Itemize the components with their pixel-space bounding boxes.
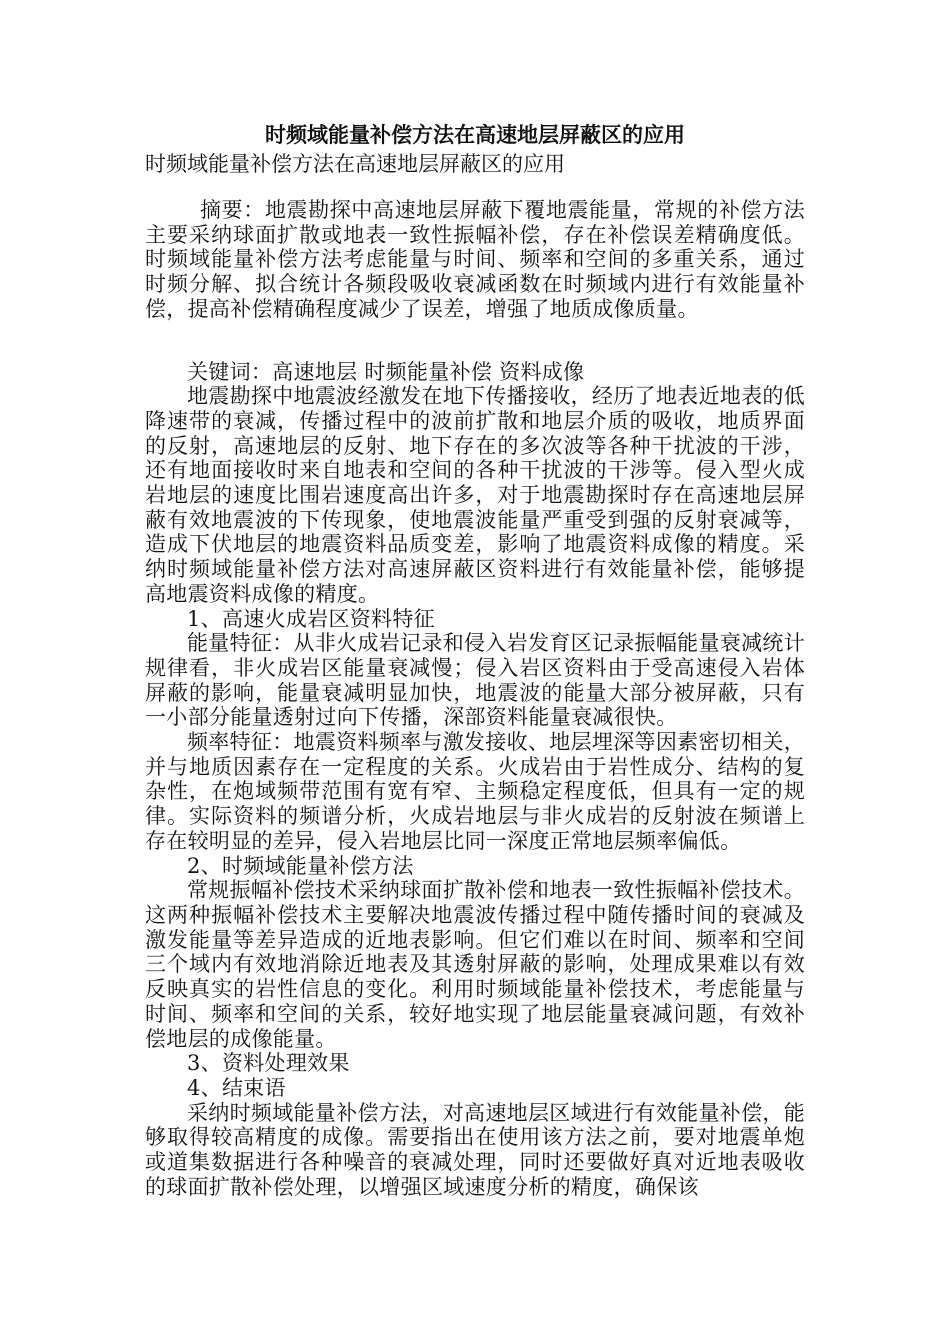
section-heading: 3、资料处理效果 bbox=[187, 1051, 350, 1076]
body-paragraph: 采纳时频域能量补偿方法，对高速地层区域进行有效能量补偿，能够取得较高精度的成像。需要指出在使用该方法之前，要对地震单炮或道集数据进行各种噪音的衰减处理，同时还要做好真对近地表吸收的球面扩散补偿处理，以增强区域速度分析的精度，确保该 bbox=[145, 1100, 805, 1199]
section-heading: 1、高速火成岩区资料特征 bbox=[187, 606, 435, 631]
body-paragraph: 常规振幅补偿技术采纳球面扩散补偿和地表一致性振幅补偿技术。这两种振幅补偿技术主要解决地震波传播过程中随传播时间的衰减及激发能量等差异造成的近地表影响。但它们难以在时间、频率和空间三个域内有效地消除近地表及其透射屏蔽的影响，处理成果难以有效反映真实的岩性信息的变化。利用时频域能量补偿技术，考虑能量与时间、频率和空间的关系，较好地实现了地层能量衰减问题，有效补偿地层的成像能量。 bbox=[145, 878, 805, 1051]
keywords-line: 关键词：高速地层 时频能量补偿 资料成像 bbox=[187, 359, 585, 384]
body-paragraph: 能量特征：从非火成岩记录和侵入岩发育区记录振幅能量衰减统计规律看，非火成岩区能量衰减慢；侵入岩区资料由于受高速侵入岩体屏蔽的影响，能量衰减明显加快，地震波的能量大部分被屏蔽，只有一小部分能量透射过向下传播，深部资料能量衰减很快。 bbox=[145, 631, 805, 730]
document-body bbox=[145, 198, 805, 1199]
abstract-paragraph: 摘要：地震勘探中高速地层屏蔽下覆地震能量，常规的补偿方法主要采纳球面扩散或地表一致性振幅补偿，存在补偿误差精确度低。时频域能量补偿方法考虑能量与时间、频率和空间的多重关系，通过时频分解、拟合统计各频段吸收衰减函数在时频域内进行有效能量补偿，提高补偿精确程度减少了误差，增强了地质成像质量。 bbox=[145, 198, 805, 321]
body-paragraph: 频率特征：地震资料频率与激发接收、地层埋深等因素密切相关，并与地质因素存在一定程度的关系。火成岩由于岩性成分、结构的复杂性，在炮域频带范围有宽有窄、主频稳定程度低，但具有一定的规律。实际资料的频谱分析，火成岩地层与非火成岩的反射波在频谱上存在较明显的差异，侵入岩地层比同一深度正常地层频率偏低。 bbox=[145, 730, 805, 853]
intro-paragraph: 地震勘探中地震波经激发在地下传播接收，经历了地表近地表的低降速带的衰减，传播过程中的波前扩散和地层介质的吸收，地质界面的反射，高速地层的反射、地下存在的多次波等各种干扰波的干涉，还有地面接收时来自地表和空间的各种干扰波的干涉等。侵入型火成岩地层的速度比围岩速度高出许多，对于地震勘探时存在高速地层屏蔽有效地震波的下传现象，使地震波能量严重受到强的反射衰减等，造成下伏地层的地震资料品质变差，影响了地震资料成像的精度。采纳时频域能量补偿方法对高速屏蔽区资料进行有效能量补偿，能够提高地震资料成像的精度。 bbox=[145, 384, 805, 606]
document-subtitle: 时频域能量补偿方法在高速地层屏蔽区的应用 bbox=[145, 152, 565, 176]
document-title: 时频域能量补偿方法在高速地层屏蔽区的应用 bbox=[265, 123, 685, 147]
section-heading: 2、时频域能量补偿方法 bbox=[187, 853, 414, 878]
section-heading: 4、结束语 bbox=[187, 1075, 286, 1100]
